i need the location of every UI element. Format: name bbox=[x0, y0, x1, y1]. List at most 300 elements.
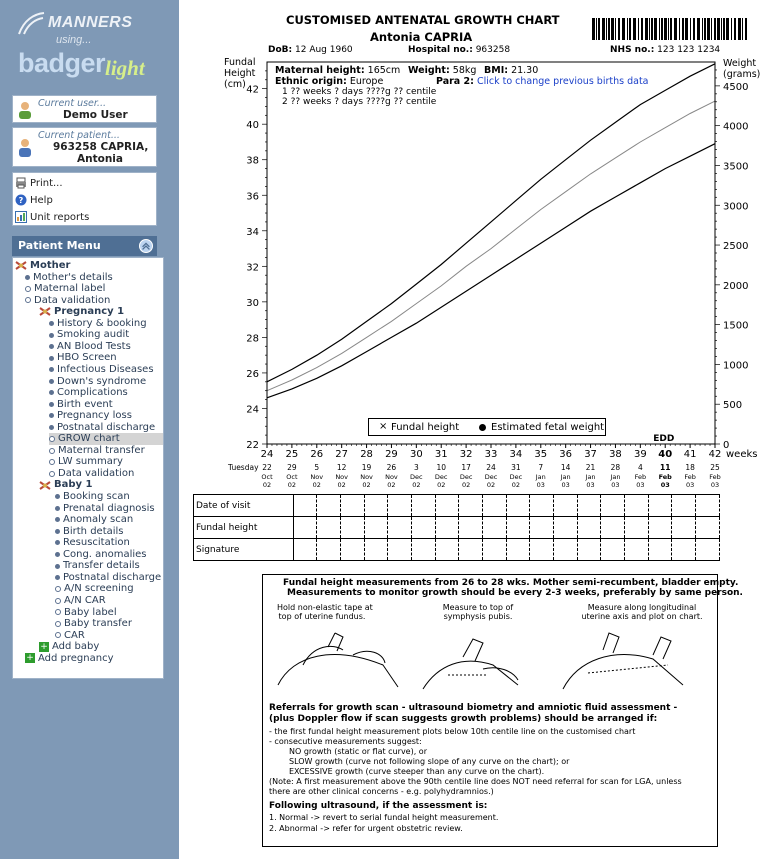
step3-line1: Measure along longitudinal bbox=[587, 603, 697, 612]
chart-title: CUSTOMISED ANTENATAL GROWTH CHART bbox=[286, 13, 560, 27]
visit-cell[interactable] bbox=[625, 517, 649, 539]
y-left-axis-label: Height bbox=[224, 68, 256, 79]
x-tick-label: 40 bbox=[658, 449, 673, 460]
visit-cell[interactable] bbox=[412, 495, 436, 517]
step2-text bbox=[433, 603, 523, 621]
menu-item-birth-details[interactable] bbox=[55, 526, 124, 538]
step1-text bbox=[277, 603, 373, 621]
y-left-tick-label: 22 bbox=[246, 440, 259, 451]
bullet-icon bbox=[55, 564, 60, 569]
centile-curve-90th bbox=[267, 64, 715, 382]
date-year: 02 bbox=[486, 481, 496, 489]
menu-item-data-validation-label: Data validation bbox=[34, 294, 111, 306]
visit-cell[interactable] bbox=[601, 495, 625, 517]
visit-cell[interactable] bbox=[483, 539, 507, 561]
visit-cell[interactable] bbox=[672, 495, 696, 517]
bullet-icon bbox=[55, 494, 60, 499]
visit-cell[interactable] bbox=[483, 495, 507, 517]
svg-text:?: ? bbox=[18, 196, 24, 205]
menu-item-baby-label-label: Baby label bbox=[64, 606, 117, 618]
bmi-value: 21.30 bbox=[511, 65, 539, 76]
menu-baby-1-label: Baby 1 bbox=[54, 479, 93, 491]
patient-name: Antonia CAPRIA bbox=[370, 30, 473, 44]
visit-cell[interactable] bbox=[554, 495, 578, 517]
menu-item-mother-s-details-label: Mother's details bbox=[33, 271, 113, 283]
dob-label: DoB: bbox=[268, 45, 293, 55]
menu-item-baby-transfer[interactable] bbox=[55, 618, 132, 630]
y-left-tick-label: 40 bbox=[246, 120, 259, 132]
date-day: 14 bbox=[560, 463, 571, 472]
menu-item-data-validation-pregnancy-label: Data validation bbox=[58, 467, 135, 479]
visit-cell[interactable] bbox=[506, 517, 530, 539]
add-baby-button[interactable] bbox=[39, 641, 99, 653]
x-tick-label: 25 bbox=[285, 449, 299, 460]
visit-cell[interactable] bbox=[412, 539, 436, 561]
bullet-icon bbox=[55, 552, 60, 557]
visit-cell[interactable] bbox=[648, 495, 672, 517]
menu-item-postnatal-discharge-baby[interactable] bbox=[55, 572, 161, 584]
x-tick-label: 32 bbox=[459, 449, 473, 460]
edd-label: EDD bbox=[653, 434, 675, 444]
visit-cell[interactable] bbox=[435, 495, 459, 517]
date-year: 02 bbox=[312, 481, 321, 489]
guidance-panel bbox=[262, 574, 743, 847]
ethnic-row bbox=[275, 76, 383, 87]
weight-value: 58kg bbox=[452, 65, 477, 76]
visit-cell[interactable] bbox=[625, 539, 649, 561]
visit-cell[interactable] bbox=[341, 539, 365, 561]
menu-item-complications-label: Complications bbox=[57, 387, 128, 399]
visit-row-label: Fundal height bbox=[194, 517, 294, 539]
maternal-height-label: Maternal height: bbox=[275, 65, 365, 76]
menu-item-prenatal-diagnosis[interactable] bbox=[55, 503, 155, 515]
menu-item-infectious-diseases-label: Infectious Diseases bbox=[57, 363, 154, 375]
visit-cell[interactable] bbox=[388, 517, 412, 539]
visit-cell[interactable] bbox=[317, 517, 341, 539]
y-left-axis-label: (cm) bbox=[224, 79, 246, 90]
logo-manners: MANNERS bbox=[48, 14, 133, 31]
date-year: 03 bbox=[536, 481, 545, 489]
visit-cell[interactable] bbox=[341, 517, 365, 539]
date-day: 7 bbox=[538, 463, 544, 472]
date-month: Jan bbox=[585, 473, 596, 481]
menu-item-birth-details-label: Birth details bbox=[63, 525, 124, 537]
x-tick-label: 30 bbox=[409, 449, 423, 460]
date-month: Dec bbox=[434, 473, 448, 481]
x-tick-label: 29 bbox=[385, 449, 398, 460]
step2-line1: Measure to top of bbox=[442, 603, 514, 612]
menu-item-postnatal-discharge-baby-label: Postnatal discharge bbox=[63, 571, 162, 583]
visit-cell[interactable] bbox=[459, 517, 483, 539]
visit-cell[interactable] bbox=[293, 517, 317, 539]
bullet-icon bbox=[55, 517, 60, 522]
menu-item-maternal-label-label: Maternal label bbox=[34, 283, 106, 295]
x-tick-label: 31 bbox=[434, 449, 448, 460]
date-day: 26 bbox=[386, 463, 397, 472]
menu-item-a-n-car-label: A/N CAR bbox=[64, 594, 106, 606]
step1-line1: Hold non-elastic tape at bbox=[277, 603, 373, 612]
date-day: 31 bbox=[511, 463, 521, 472]
logo-badger: badger bbox=[18, 48, 106, 78]
visit-cell[interactable] bbox=[364, 495, 388, 517]
visit-cell[interactable] bbox=[554, 517, 578, 539]
y-right-tick-label: 4500 bbox=[723, 81, 749, 93]
circle-bullet-icon bbox=[55, 621, 61, 627]
menu-item-history-booking-label: History & booking bbox=[57, 317, 147, 329]
change-previous-births-link[interactable]: Click to change previous births data bbox=[476, 76, 649, 87]
visit-cell[interactable] bbox=[364, 517, 388, 539]
visit-row-label: Signature bbox=[194, 539, 294, 561]
date-month: Feb bbox=[658, 473, 672, 481]
outcome-abnormal: 2. Abnormal -> refer for urgent obstetric review. bbox=[269, 824, 463, 833]
x-tick-label: 39 bbox=[633, 449, 647, 460]
date-day: 28 bbox=[610, 463, 621, 472]
menu-item-a-n-screening-label: A/N screening bbox=[64, 583, 134, 595]
circle-bullet-icon bbox=[55, 598, 61, 604]
bmi-row bbox=[484, 65, 538, 76]
visit-cell[interactable] bbox=[388, 495, 412, 517]
visit-table-row bbox=[194, 495, 720, 517]
y-right-tick-label: 0 bbox=[723, 440, 730, 451]
bmi-label: BMI: bbox=[484, 65, 509, 76]
ethnic-value: Europe bbox=[349, 76, 384, 87]
legend-fundal-height: Fundal height bbox=[391, 422, 460, 433]
date-year: 02 bbox=[287, 481, 297, 489]
add-icon: + bbox=[40, 641, 48, 652]
menu-item-a-n-car[interactable] bbox=[55, 595, 106, 607]
date-month: Nov bbox=[310, 473, 324, 481]
patient-id-name: 963258 CAPRIA, bbox=[53, 141, 149, 153]
x-tick-label: 37 bbox=[584, 449, 597, 460]
menu-item-prenatal-diagnosis-label: Prenatal diagnosis bbox=[63, 502, 155, 514]
date-day: 22 bbox=[262, 463, 272, 472]
menu-item-grow-chart-label: GROW chart bbox=[58, 433, 120, 445]
menu-item-postnatal-discharge-label: Postnatal discharge bbox=[57, 421, 156, 433]
y-left-tick-label: 26 bbox=[246, 368, 259, 380]
y-right-tick-label: 1500 bbox=[723, 320, 749, 332]
visit-cell[interactable] bbox=[317, 495, 341, 517]
date-year: 03 bbox=[611, 481, 620, 489]
visit-cell[interactable] bbox=[506, 539, 530, 561]
add-icon: + bbox=[26, 653, 34, 664]
visit-cell[interactable] bbox=[696, 495, 720, 517]
menu-item-an-blood-tests-label: AN Blood Tests bbox=[57, 340, 131, 352]
date-month: Nov bbox=[335, 473, 349, 481]
circle-bullet-icon bbox=[55, 609, 61, 615]
guidance-heading-2: Measurements to monitor growth should be every 2-3 weeks, preferably by same person. bbox=[287, 588, 743, 598]
date-month: Jan bbox=[610, 473, 621, 481]
hospital-label: Hospital no.: bbox=[408, 45, 473, 55]
menu-item-maternal-transfer-label: Maternal transfer bbox=[58, 444, 145, 456]
y-left-axis-label: Fundal bbox=[224, 57, 256, 68]
y-right-tick-label: 3500 bbox=[723, 161, 749, 173]
date-month: Jan bbox=[535, 473, 546, 481]
visit-cell[interactable] bbox=[672, 517, 696, 539]
date-year: 02 bbox=[362, 481, 371, 489]
referral-line-2: - consecutive measurements suggest: bbox=[269, 737, 422, 746]
date-year: 02 bbox=[262, 481, 272, 489]
menu-item-car[interactable] bbox=[55, 630, 85, 642]
illustration-longitudinal bbox=[563, 633, 683, 689]
menu-item-down-s-syndrome-label: Down's syndrome bbox=[57, 375, 147, 387]
y-left-tick-label: 42 bbox=[246, 84, 259, 96]
referral-line-3: NO growth (static or flat curve), or bbox=[289, 747, 427, 756]
menu-item-pregnancy-loss-label: Pregnancy loss bbox=[57, 410, 132, 422]
step3-text bbox=[577, 603, 707, 621]
date-year: 03 bbox=[660, 481, 670, 489]
date-month: Dec bbox=[410, 473, 423, 481]
menu-item-baby-label[interactable] bbox=[55, 607, 117, 619]
measurement-illustrations bbox=[273, 625, 709, 695]
bullet-icon bbox=[55, 506, 60, 511]
weight-row bbox=[408, 65, 476, 76]
y-left-tick-label: 36 bbox=[246, 191, 259, 203]
date-month: Oct bbox=[286, 473, 298, 481]
visit-table-row bbox=[194, 539, 720, 561]
dob-value: 12 Aug 1960 bbox=[295, 45, 353, 55]
y-right-tick-label: 4000 bbox=[723, 121, 749, 133]
bullet-icon bbox=[55, 529, 60, 534]
y-right-axis-label: (grams) bbox=[723, 69, 761, 80]
step1-line2: top of uterine fundus. bbox=[278, 612, 366, 621]
date-month: Dec bbox=[484, 473, 498, 481]
date-day: 17 bbox=[461, 463, 471, 472]
x-tick-label: 34 bbox=[509, 449, 523, 460]
menu-item-anomaly-scan[interactable] bbox=[55, 514, 133, 526]
add-pregnancy-button[interactable] bbox=[25, 653, 114, 665]
referral-note-1: (Note: A first measurement above the 90th centile line does NOT need referral for scan for LGA, unless bbox=[269, 777, 682, 786]
circle-bullet-icon bbox=[55, 632, 61, 638]
bullet-icon bbox=[55, 575, 60, 580]
visit-cell[interactable] bbox=[577, 495, 601, 517]
menu-item-resuscitation[interactable] bbox=[55, 537, 130, 549]
para-row bbox=[436, 76, 649, 87]
visit-cell[interactable] bbox=[601, 517, 625, 539]
visit-cell[interactable] bbox=[577, 517, 601, 539]
visit-cell[interactable] bbox=[388, 539, 412, 561]
x-tick-label: 28 bbox=[360, 449, 373, 460]
visit-cell[interactable] bbox=[293, 495, 317, 517]
legend-cross-icon: × bbox=[379, 421, 388, 432]
illustration-symphysis bbox=[423, 639, 518, 689]
y-right-tick-label: 1000 bbox=[723, 360, 749, 372]
y-left-tick-label: 34 bbox=[246, 226, 259, 238]
date-day: 25 bbox=[710, 463, 720, 472]
x-tick-label: 24 bbox=[260, 449, 274, 460]
legend-fetal-weight: Estimated fetal weight bbox=[491, 422, 605, 433]
date-day: 19 bbox=[361, 463, 372, 472]
date-year: 02 bbox=[387, 481, 396, 489]
date-year: 03 bbox=[586, 481, 595, 489]
menu-pregnancy-1-label: Pregnancy 1 bbox=[54, 306, 125, 318]
nhs-label: NHS no.: bbox=[610, 45, 655, 55]
visit-cell[interactable] bbox=[341, 495, 365, 517]
date-year: 03 bbox=[636, 481, 645, 489]
menu-mother-label: Mother bbox=[30, 260, 71, 271]
y-left-tick-label: 30 bbox=[246, 297, 259, 309]
weekday-label: Tuesday bbox=[228, 463, 259, 472]
visit-cell[interactable] bbox=[293, 539, 317, 561]
birth-row-1: 1 ?? weeks ? days ????g ?? centile bbox=[282, 87, 437, 97]
visit-table bbox=[193, 494, 720, 561]
menu-item-booking-scan-label: Booking scan bbox=[63, 491, 130, 502]
visit-cell[interactable] bbox=[459, 495, 483, 517]
x-tick-label: 42 bbox=[708, 449, 722, 460]
current-patient-caption: Current patient... bbox=[38, 130, 120, 141]
x-tick-label: 35 bbox=[534, 449, 548, 460]
menu-item-smoking-audit-label: Smoking audit bbox=[57, 329, 130, 341]
y-right-tick-label: 500 bbox=[723, 400, 743, 412]
visit-cell[interactable] bbox=[625, 495, 649, 517]
maternal-height-value: 165cm bbox=[367, 65, 401, 76]
visit-cell[interactable] bbox=[530, 517, 554, 539]
menu-item-hbo-screen-label: HBO Screen bbox=[57, 352, 117, 364]
step2-line2: symphysis pubis. bbox=[443, 612, 513, 621]
step3-line2: uterine axis and plot on chart. bbox=[581, 612, 703, 621]
date-year: 02 bbox=[337, 481, 346, 489]
y-left-tick-label: 24 bbox=[246, 404, 259, 416]
following-heading: Following ultrasound, if the assessment is: bbox=[269, 801, 488, 811]
date-month: Dec bbox=[509, 473, 523, 481]
menu-item-anomaly-scan-label: Anomaly scan bbox=[63, 514, 134, 526]
logo-using: using... bbox=[56, 34, 92, 46]
date-month: Dec bbox=[459, 473, 473, 481]
add-baby-button-label: Add baby bbox=[52, 641, 100, 653]
visit-cell[interactable] bbox=[317, 539, 341, 561]
visit-cell[interactable] bbox=[435, 539, 459, 561]
referral-heading-1: Referrals for growth scan - ultrasound biometry and amniotic fluid assessment - bbox=[269, 703, 678, 713]
x-tick-label: 38 bbox=[609, 449, 622, 460]
date-year: 02 bbox=[412, 481, 421, 489]
visit-cell[interactable] bbox=[696, 517, 720, 539]
y-right-axis-label: Weight bbox=[723, 58, 757, 69]
visit-row-label: Date of visit bbox=[194, 495, 294, 517]
current-user-caption: Current user... bbox=[38, 98, 106, 109]
x-tick-label: 33 bbox=[484, 449, 498, 460]
menu-item-booking-scan[interactable] bbox=[55, 491, 130, 503]
y-left-tick-label: 28 bbox=[246, 333, 259, 345]
menu-item-a-n-screening[interactable] bbox=[55, 583, 134, 595]
date-year: 02 bbox=[461, 481, 471, 489]
visit-cell[interactable] bbox=[364, 539, 388, 561]
x-tick-label: 27 bbox=[335, 449, 349, 460]
visit-cell[interactable] bbox=[530, 495, 554, 517]
menu-item-transfer-details-label: Transfer details bbox=[63, 560, 140, 572]
y-right-tick-label: 3000 bbox=[723, 201, 749, 213]
ethnic-label: Ethnic origin: bbox=[275, 76, 347, 87]
date-month: Feb bbox=[709, 473, 721, 481]
date-year: 03 bbox=[710, 481, 720, 489]
birth-row-2: 2 ?? weeks ? days ????g ?? centile bbox=[282, 97, 437, 107]
x-tick-label: 36 bbox=[559, 449, 573, 460]
date-month: Nov bbox=[385, 473, 398, 481]
referral-heading-2: (plus Doppler flow if scan suggests growth problems) should be arranged if: bbox=[269, 714, 658, 724]
date-day: 4 bbox=[637, 463, 643, 472]
para-label: Para 2: bbox=[436, 76, 474, 87]
unit-reports-label: Unit reports bbox=[30, 211, 90, 223]
visit-cell[interactable] bbox=[648, 539, 672, 561]
menu-item-birth-event-label: Birth event bbox=[57, 398, 113, 410]
y-left-tick-label: 38 bbox=[246, 155, 259, 167]
menu-item-resuscitation-label: Resuscitation bbox=[63, 537, 130, 549]
menu-item-lw-summary-label: LW summary bbox=[58, 456, 123, 468]
date-day: 18 bbox=[685, 463, 695, 472]
print-label: Print... bbox=[30, 177, 63, 189]
visit-cell[interactable] bbox=[459, 539, 483, 561]
date-month: Jan bbox=[560, 473, 571, 481]
chart-legend bbox=[368, 418, 606, 436]
referral-line-1: - the first fundal height measurement plots below 10th centile line on the customised chart bbox=[269, 727, 636, 736]
visit-cell[interactable] bbox=[483, 517, 507, 539]
legend-dot-icon bbox=[479, 424, 486, 431]
visit-cell[interactable] bbox=[412, 517, 436, 539]
date-day: 24 bbox=[486, 463, 496, 472]
menu-item-car-label: CAR bbox=[64, 629, 85, 641]
date-year: 03 bbox=[685, 481, 695, 489]
visit-cell[interactable] bbox=[530, 539, 554, 561]
patient-first-name: Antonia bbox=[77, 153, 123, 165]
help-label: Help bbox=[30, 194, 53, 206]
date-day: 5 bbox=[314, 463, 320, 472]
referral-line-4: SLOW growth (curve not following slope of any curve on the chart); or bbox=[289, 757, 570, 766]
visit-cell[interactable] bbox=[506, 495, 530, 517]
date-day: 11 bbox=[660, 463, 671, 472]
visit-cell[interactable] bbox=[696, 539, 720, 561]
date-day: 3 bbox=[413, 463, 419, 472]
y-right-tick-label: 2500 bbox=[723, 241, 749, 253]
date-day: 29 bbox=[287, 463, 297, 472]
date-month: Feb bbox=[634, 473, 647, 481]
date-month: Oct bbox=[261, 473, 273, 481]
bullet-icon bbox=[55, 540, 60, 545]
date-day: 12 bbox=[336, 463, 347, 472]
visit-cell[interactable] bbox=[435, 517, 459, 539]
menu-item-transfer-details[interactable] bbox=[55, 560, 140, 572]
date-year: 03 bbox=[561, 481, 570, 489]
menu-item-baby-transfer-label: Baby transfer bbox=[64, 618, 132, 630]
visit-cell[interactable] bbox=[554, 539, 578, 561]
visit-cell[interactable] bbox=[672, 539, 696, 561]
date-year: 02 bbox=[437, 481, 446, 489]
logo-light: light bbox=[105, 56, 145, 80]
x-tick-label: 26 bbox=[310, 449, 324, 460]
date-month: Nov bbox=[360, 473, 373, 481]
nhs-value: 123 123 1234 bbox=[657, 45, 721, 55]
menu-item-cong-anomalies[interactable] bbox=[55, 549, 147, 561]
visit-cell[interactable] bbox=[577, 539, 601, 561]
visit-cell[interactable] bbox=[601, 539, 625, 561]
x-tick-label: 41 bbox=[683, 449, 697, 460]
menu-item-cong-anomalies-label: Cong. anomalies bbox=[63, 548, 147, 560]
circle-bullet-icon bbox=[55, 586, 61, 592]
patient-menu-title: Patient Menu bbox=[18, 239, 101, 252]
date-day: 10 bbox=[436, 463, 446, 472]
referral-note-2: there are other clinical concerns - e.g. polyhydramnios.) bbox=[269, 787, 494, 796]
visit-cell[interactable] bbox=[648, 517, 672, 539]
hospital-value: 963258 bbox=[475, 45, 511, 55]
visit-table-row bbox=[194, 517, 720, 539]
y-left-tick-label: 32 bbox=[246, 262, 259, 274]
centile-curve-10th bbox=[267, 144, 715, 398]
weight-label: Weight: bbox=[408, 65, 450, 76]
date-year: 02 bbox=[511, 481, 521, 489]
plot-frame bbox=[267, 62, 715, 444]
date-day: 21 bbox=[585, 463, 596, 472]
add-pregnancy-button-label: Add pregnancy bbox=[38, 652, 114, 664]
date-month: Feb bbox=[684, 473, 696, 481]
maternal-height-row bbox=[275, 65, 400, 76]
current-user-name: Demo User bbox=[63, 109, 128, 121]
